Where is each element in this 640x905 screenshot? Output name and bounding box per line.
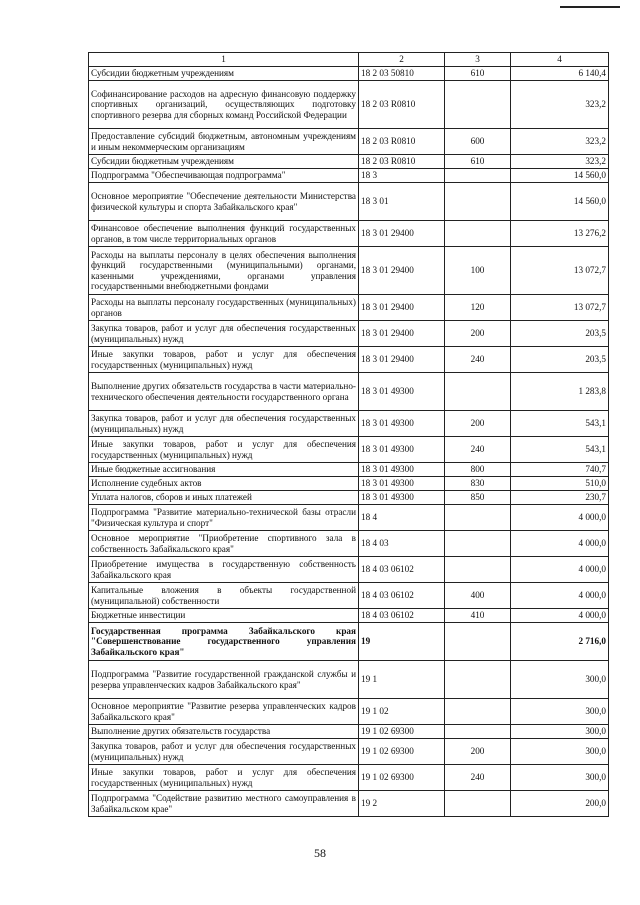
row-sum-cell: 4 000,0 (511, 583, 609, 609)
row-sum-cell: 2 716,0 (511, 623, 609, 661)
table-row (89, 183, 609, 221)
row-name-cell: Приобретение имущества в государственную собственность Забайкальского края (89, 557, 359, 583)
row-name-cell: Иные бюджетные ассигнования (89, 463, 359, 477)
row-sum-cell: 300,0 (511, 661, 609, 699)
row-type-cell: 240 (445, 765, 511, 791)
row-name-cell: Закупка товаров, работ и услуг для обеспечения государственных (муниципальных) нужд (89, 739, 359, 765)
row-sum-cell: 6 140,4 (511, 67, 609, 81)
row-type-cell (445, 699, 511, 725)
row-name-cell: Иные закупки товаров, работ и услуг для обеспечения государственных (муниципальных) нужд (89, 437, 359, 463)
row-name-cell: Выполнение других обязательств государства (89, 725, 359, 739)
table-row (89, 437, 609, 463)
row-type-cell (445, 81, 511, 129)
table-row (89, 623, 609, 661)
row-code-cell: 18 3 01 49300 (359, 411, 445, 437)
row-sum-cell: 323,2 (511, 129, 609, 155)
row-type-cell: 800 (445, 463, 511, 477)
row-type-cell (445, 505, 511, 531)
row-code-cell: 18 3 01 49300 (359, 491, 445, 505)
row-code-cell: 19 (359, 623, 445, 661)
row-type-cell: 200 (445, 739, 511, 765)
row-type-cell: 410 (445, 609, 511, 623)
row-type-cell (445, 791, 511, 817)
row-sum-cell: 323,2 (511, 155, 609, 169)
table-row (89, 765, 609, 791)
row-type-cell: 610 (445, 155, 511, 169)
row-name-cell: Подпрограмма "Обеспечивающая подпрограмма" (89, 169, 359, 183)
row-type-cell: 610 (445, 67, 511, 81)
row-code-cell: 18 3 01 29400 (359, 221, 445, 247)
table-header-row (89, 53, 609, 67)
row-sum-cell: 323,2 (511, 81, 609, 129)
row-name-cell: Подпрограмма "Развитие материально-технической базы отрасли "Физическая культура и спорт" (89, 505, 359, 531)
row-name-cell: Субсидии бюджетным учреждениям (89, 67, 359, 81)
row-sum-cell: 740,7 (511, 463, 609, 477)
row-code-cell: 18 3 (359, 169, 445, 183)
row-code-cell: 18 3 01 29400 (359, 347, 445, 373)
row-code-cell: 18 3 01 49300 (359, 437, 445, 463)
row-sum-cell: 14 560,0 (511, 183, 609, 221)
row-code-cell: 18 3 01 49300 (359, 373, 445, 411)
row-name-cell: Выполнение других обязательств государства в части материально-технического обеспечения деятельности государственного органа (89, 373, 359, 411)
row-code-cell: 18 3 01 29400 (359, 295, 445, 321)
row-type-cell (445, 725, 511, 739)
row-type-cell (445, 531, 511, 557)
table-row (89, 169, 609, 183)
header-col-4: 4 (511, 53, 609, 67)
row-name-cell: Закупка товаров, работ и услуг для обеспечения государственных (муниципальных) нужд (89, 321, 359, 347)
table-row (89, 505, 609, 531)
row-type-cell (445, 169, 511, 183)
table-row (89, 725, 609, 739)
row-code-cell: 18 3 01 49300 (359, 477, 445, 491)
row-type-cell (445, 661, 511, 699)
table-row (89, 739, 609, 765)
table-row (89, 247, 609, 295)
row-name-cell: Подпрограмма "Содействие развитию местного самоуправления в Забайкальском крае" (89, 791, 359, 817)
row-name-cell: Уплата налогов, сборов и иных платежей (89, 491, 359, 505)
header-col-3: 3 (445, 53, 511, 67)
row-code-cell: 18 3 01 49300 (359, 463, 445, 477)
row-type-cell: 120 (445, 295, 511, 321)
row-code-cell: 19 1 02 (359, 699, 445, 725)
row-name-cell: Основное мероприятие "Обеспечение деятельности Министерства физической культуры и спорта Забайкальского края" (89, 183, 359, 221)
row-code-cell: 18 2 03 R0810 (359, 155, 445, 169)
row-name-cell: Основное мероприятие "Развитие резерва управленческих кадров Забайкальского края" (89, 699, 359, 725)
table-row (89, 81, 609, 129)
table-row (89, 67, 609, 81)
row-sum-cell: 4 000,0 (511, 531, 609, 557)
row-sum-cell: 4 000,0 (511, 505, 609, 531)
row-sum-cell: 300,0 (511, 699, 609, 725)
row-sum-cell: 543,1 (511, 411, 609, 437)
row-name-cell: Иные закупки товаров, работ и услуг для обеспечения государственных (муниципальных) нужд (89, 765, 359, 791)
row-name-cell: Иные закупки товаров, работ и услуг для обеспечения государственных (муниципальных) нужд (89, 347, 359, 373)
scan-mark (560, 6, 620, 8)
table-row (89, 347, 609, 373)
table-row (89, 221, 609, 247)
table-row (89, 321, 609, 347)
row-code-cell: 18 3 01 (359, 183, 445, 221)
row-name-cell: Расходы на выплаты персоналу государственных (муниципальных) органов (89, 295, 359, 321)
table-body (89, 67, 609, 817)
row-sum-cell: 203,5 (511, 321, 609, 347)
row-code-cell: 18 2 03 50810 (359, 67, 445, 81)
row-code-cell: 18 2 03 R0810 (359, 129, 445, 155)
header-col-2: 2 (359, 53, 445, 67)
row-type-cell: 200 (445, 321, 511, 347)
row-sum-cell: 13 072,7 (511, 295, 609, 321)
row-name-cell: Софинансирование расходов на адресную финансовую поддержку спортивных организаций, осуществляющих подготовку спортивного резерва для сборных команд Российской Федерации (89, 81, 359, 129)
row-code-cell: 18 4 03 (359, 531, 445, 557)
row-name-cell: Основное мероприятие "Приобретение спортивного зала в собственность Забайкальского края" (89, 531, 359, 557)
row-type-cell: 240 (445, 347, 511, 373)
table-row (89, 477, 609, 491)
row-type-cell: 400 (445, 583, 511, 609)
row-name-cell: Государственная программа Забайкальского края "Совершенствование государственного управления Забайкальского края" (89, 623, 359, 661)
row-code-cell: 18 4 (359, 505, 445, 531)
row-type-cell (445, 373, 511, 411)
row-sum-cell: 300,0 (511, 739, 609, 765)
table-row (89, 129, 609, 155)
row-code-cell: 18 4 03 06102 (359, 609, 445, 623)
row-code-cell: 19 1 02 69300 (359, 765, 445, 791)
row-type-cell: 240 (445, 437, 511, 463)
table-row (89, 583, 609, 609)
row-sum-cell: 4 000,0 (511, 609, 609, 623)
row-sum-cell: 14 560,0 (511, 169, 609, 183)
row-type-cell (445, 221, 511, 247)
row-sum-cell: 543,1 (511, 437, 609, 463)
row-sum-cell: 300,0 (511, 725, 609, 739)
row-name-cell: Субсидии бюджетным учреждениям (89, 155, 359, 169)
row-type-cell (445, 557, 511, 583)
row-type-cell (445, 183, 511, 221)
row-code-cell: 18 2 03 R0810 (359, 81, 445, 129)
page-number: 58 (314, 846, 326, 860)
row-name-cell: Исполнение судебных актов (89, 477, 359, 491)
table-row (89, 295, 609, 321)
row-sum-cell: 13 072,7 (511, 247, 609, 295)
row-type-cell: 830 (445, 477, 511, 491)
row-sum-cell: 4 000,0 (511, 557, 609, 583)
row-sum-cell: 510,0 (511, 477, 609, 491)
table-row (89, 411, 609, 437)
row-name-cell: Капитальные вложения в объекты государственной (муниципальной) собственности (89, 583, 359, 609)
row-code-cell: 19 1 02 69300 (359, 725, 445, 739)
table-row (89, 661, 609, 699)
row-code-cell: 19 1 (359, 661, 445, 699)
table-row (89, 699, 609, 725)
row-name-cell: Финансовое обеспечение выполнения функций государственных органов, в том числе территориальных органов (89, 221, 359, 247)
row-type-cell (445, 623, 511, 661)
table-row (89, 373, 609, 411)
row-code-cell: 18 4 03 06102 (359, 557, 445, 583)
row-sum-cell: 1 283,8 (511, 373, 609, 411)
row-code-cell: 19 2 (359, 791, 445, 817)
table-row (89, 491, 609, 505)
row-code-cell: 18 4 03 06102 (359, 583, 445, 609)
row-sum-cell: 13 276,2 (511, 221, 609, 247)
row-type-cell: 200 (445, 411, 511, 437)
row-code-cell: 18 3 01 29400 (359, 247, 445, 295)
row-name-cell: Подпрограмма "Развитие государственной гражданской службы и резерва управленческих кадров Забайкальского края" (89, 661, 359, 699)
table-row (89, 557, 609, 583)
budget-table (88, 52, 609, 817)
row-sum-cell: 200,0 (511, 791, 609, 817)
row-name-cell: Бюджетные инвестиции (89, 609, 359, 623)
table-row (89, 155, 609, 169)
row-name-cell: Закупка товаров, работ и услуг для обеспечения государственных (муниципальных) нужд (89, 411, 359, 437)
row-type-cell: 600 (445, 129, 511, 155)
row-name-cell: Расходы на выплаты персоналу в целях обеспечения выполнения функций государственными (муниципальными) органами, казенными учреждениями, органами управления государственными внебюджетными фондами (89, 247, 359, 295)
row-type-cell: 850 (445, 491, 511, 505)
table-row (89, 609, 609, 623)
row-sum-cell: 203,5 (511, 347, 609, 373)
header-col-1: 1 (89, 53, 359, 67)
row-type-cell: 100 (445, 247, 511, 295)
table-row (89, 531, 609, 557)
row-sum-cell: 300,0 (511, 765, 609, 791)
row-sum-cell: 230,7 (511, 491, 609, 505)
row-code-cell: 19 1 02 69300 (359, 739, 445, 765)
row-code-cell: 18 3 01 29400 (359, 321, 445, 347)
table-row (89, 791, 609, 817)
row-name-cell: Предоставление субсидий бюджетным, автономным учреждениям и иным некоммерческим организациям (89, 129, 359, 155)
table-row (89, 463, 609, 477)
